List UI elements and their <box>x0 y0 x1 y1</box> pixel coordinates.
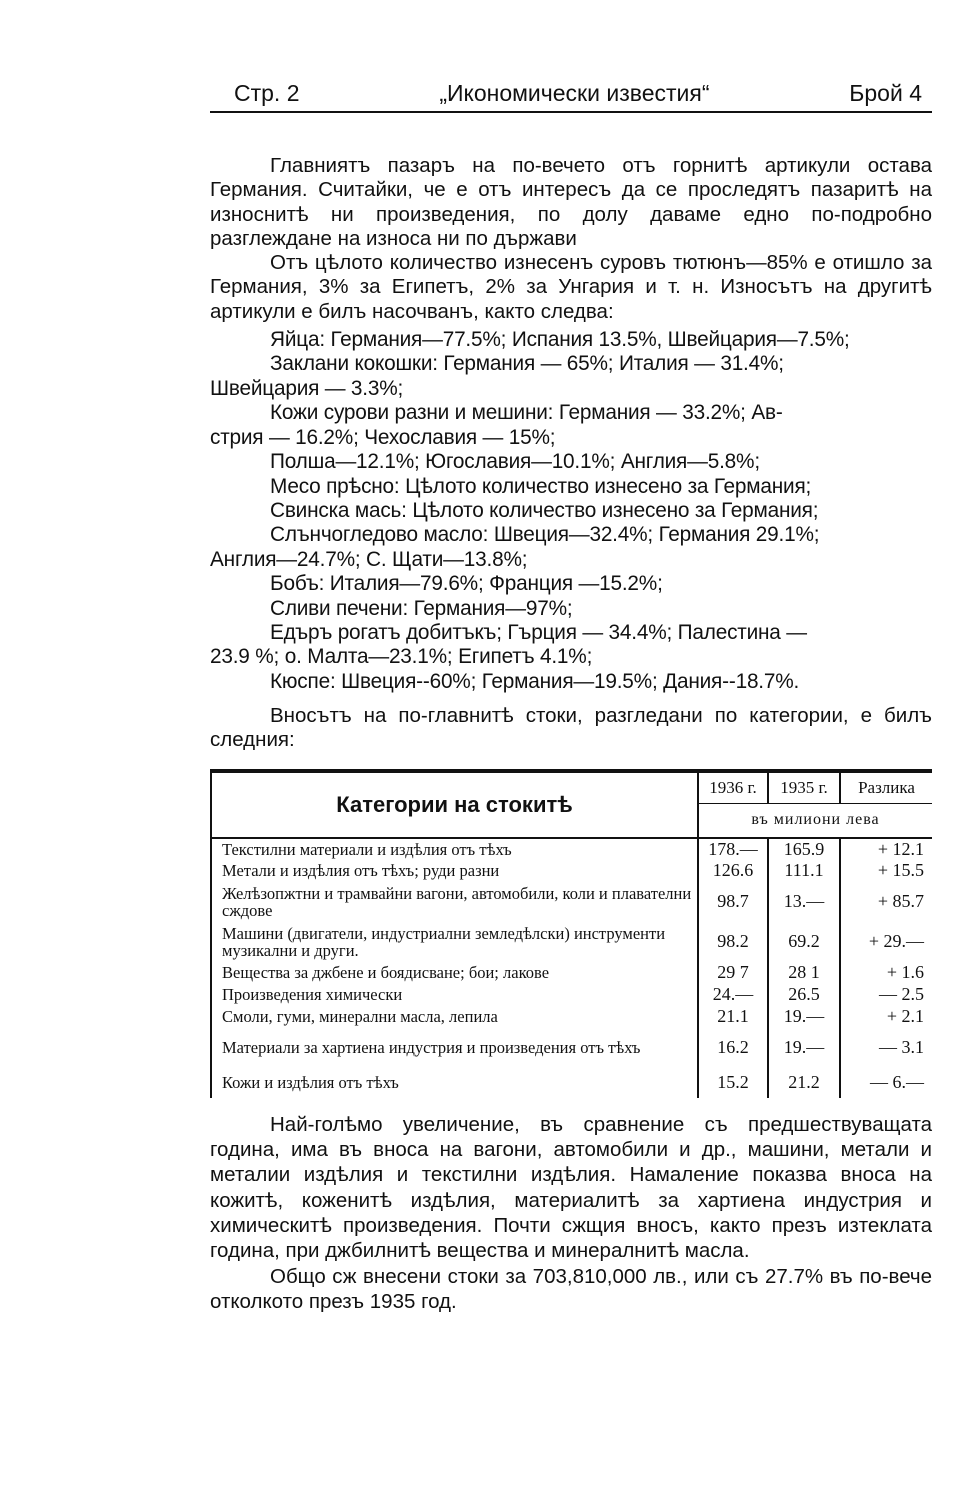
export-line: Едъръ рогатъ добитъкъ; Гърция — 34.4%; Палестина — <box>270 620 807 644</box>
value-1935-cell: 26.5 <box>768 984 840 1006</box>
value-1935-cell: 19.— <box>768 1028 840 1068</box>
category-cell: Текстилни материали и издѣлия отъ тѣхъ <box>211 838 698 860</box>
difference-cell: + 15.5 <box>877 860 924 881</box>
value-1936-cell: 15.2 <box>698 1068 768 1098</box>
export-destinations-list <box>210 328 932 694</box>
export-line: Заклани кокошки: Германия — 65%; Италия — 31.4%; <box>270 352 784 376</box>
table-row <box>211 860 932 882</box>
export-line: Полша—12.1%; Югославия—10.1%; Англия—5.8%; <box>270 450 760 474</box>
value-1936-cell: 178.— <box>698 838 768 860</box>
table-row <box>211 1068 932 1098</box>
difference-cell: — 3.1 <box>879 1037 924 1058</box>
value-1936-cell: 24.— <box>698 984 768 1006</box>
category-cell: Материали за хартиена индустрия и произведения отъ тѣхъ <box>211 1028 698 1068</box>
publication-title: „Икономически известия“ <box>439 80 710 106</box>
imports-table <box>210 769 932 1098</box>
export-line: стрия — 16.2%; Чехославия — 15%; <box>210 425 556 449</box>
export-line: Кожи сурови разни и мешини: Германия — 33.2%; Ав- <box>270 401 783 425</box>
export-line: Кюспе: Швеция--60%; Германия—19.5%; Дания--18.7%. <box>270 669 800 693</box>
value-1936-cell: 126.6 <box>698 860 768 882</box>
page <box>210 80 932 1314</box>
value-1935-cell: 13.— <box>768 882 840 922</box>
value-1936-cell: 98.7 <box>698 882 768 922</box>
difference-cell: + 12.1 <box>877 838 924 859</box>
intro-paragraph-2: Отъ цѣлото количество изнесенъ суровъ тютюнъ—85% е отишло за Германия, 3% за Египетъ, 2% за Унгария и т. н. Износътъ на другитѣ артикули е билъ насочванъ, както следва: <box>210 251 932 323</box>
page-header <box>210 80 932 113</box>
column-header-difference: Разлика <box>840 771 932 804</box>
export-line: Слънчогледово масло: Швеция—32.4%; Германия 29.1%; <box>270 523 820 547</box>
unit-label: въ милиони лева <box>698 804 932 838</box>
value-1936-cell: 98.2 <box>698 922 768 962</box>
table-row <box>211 838 932 860</box>
table-row <box>211 1006 932 1028</box>
value-1936-cell: 29 7 <box>698 962 768 984</box>
closing-paragraph-1: Най-голѣмо увеличение, въ сравнение съ предшествуващата година, има въ вноса на вагони, автомобили и др., машини, метали и металии издѣлия и текстилни издѣлия. Намаление показва вноса на кожитѣ, коженитѣ издѣлия, материалитѣ за хартиена индустрия и химическитѣ произведения. Почти сжщия вносъ, както презъ изтеклата година, при джбилнитѣ вещества и минералнитѣ масла. <box>210 1112 932 1263</box>
column-header-1936: 1936 г. <box>698 771 768 804</box>
export-line: 23.9 %; о. Малта—23.1%; Египетъ 4.1%; <box>210 645 593 669</box>
column-header-category: Категории на стокитѣ <box>211 771 698 838</box>
column-header-1935: 1935 г. <box>768 771 840 804</box>
export-line: Яйца: Германия—77.5%; Испания 13.5%, Швейцария—7.5%; <box>270 328 850 352</box>
export-line: Сливи печени: Германия—97%; <box>270 596 573 620</box>
table-row <box>211 922 932 962</box>
difference-cell: + 1.6 <box>886 962 924 983</box>
value-1935-cell: 111.1 <box>768 860 840 882</box>
category-cell: Метали и издѣлия отъ тѣхъ; руди разни <box>211 860 698 882</box>
issue-number: Брой 4 <box>849 80 922 106</box>
export-line: Англия—24.7%; С. Щати—13.8%; <box>210 547 528 571</box>
value-1936-cell: 21.1 <box>698 1006 768 1028</box>
table-row <box>211 962 932 984</box>
table-row <box>211 984 932 1006</box>
value-1935-cell: 28 1 <box>768 962 840 984</box>
page-number: Стр. 2 <box>234 80 300 106</box>
table-row <box>211 882 932 922</box>
intro-paragraph-1: Главниятъ пазаръ на по-вечето отъ горнитѣ артикули остава Германия. Считайки, че е отъ интересъ да се проследятъ пазаритѣ на износнитѣ ни произведения, по долу даваме едно по-подробно разглеждане на износа ни по държави <box>210 154 932 250</box>
value-1935-cell: 21.2 <box>768 1068 840 1098</box>
closing-paragraph-2: Общо сж внесени стоки за 703,810,000 лв., или съ 27.7% въ по-вече отколкото презъ 1935 год. <box>210 1264 932 1313</box>
category-cell: Желѣзопжтни и трамвайни вагони, автомобили, коли и плавателни сждове <box>211 882 698 922</box>
category-cell: Произведения химически <box>211 984 698 1006</box>
value-1935-cell: 69.2 <box>768 922 840 962</box>
difference-cell: + 85.7 <box>877 891 924 912</box>
imports-intro: Вносътъ на по-главнитѣ стоки, разгледани по категории, е билъ следния: <box>210 704 932 752</box>
difference-cell: — 6.— <box>870 1072 924 1093</box>
difference-cell: + 2.1 <box>886 1006 924 1027</box>
export-line: Бобъ: Италия—79.6%; Франция —15.2%; <box>270 572 663 596</box>
value-1935-cell: 19.— <box>768 1006 840 1028</box>
table-row <box>211 1028 932 1068</box>
category-cell: Кожи и издѣлия отъ тѣхъ <box>211 1068 698 1098</box>
difference-cell: + 29.— <box>868 931 924 952</box>
export-line: Свинска мась: Цѣлото количество изнесено за Германия; <box>270 498 819 522</box>
category-cell: Вещества за джбене и боядисване; бои; лакове <box>211 962 698 984</box>
value-1936-cell: 16.2 <box>698 1028 768 1068</box>
value-1935-cell: 165.9 <box>768 838 840 860</box>
export-line: Месо прѣсно: Цѣлото количество изнесено за Германия; <box>270 474 812 498</box>
export-line: Швейцария — 3.3%; <box>210 376 404 400</box>
category-cell: Смоли, гуми, минерални масла, лепила <box>211 1006 698 1028</box>
difference-cell: — 2.5 <box>879 984 924 1005</box>
category-cell: Машини (двигатели, индустриални земледѣлски) инструменти музикални и други. <box>211 922 698 962</box>
